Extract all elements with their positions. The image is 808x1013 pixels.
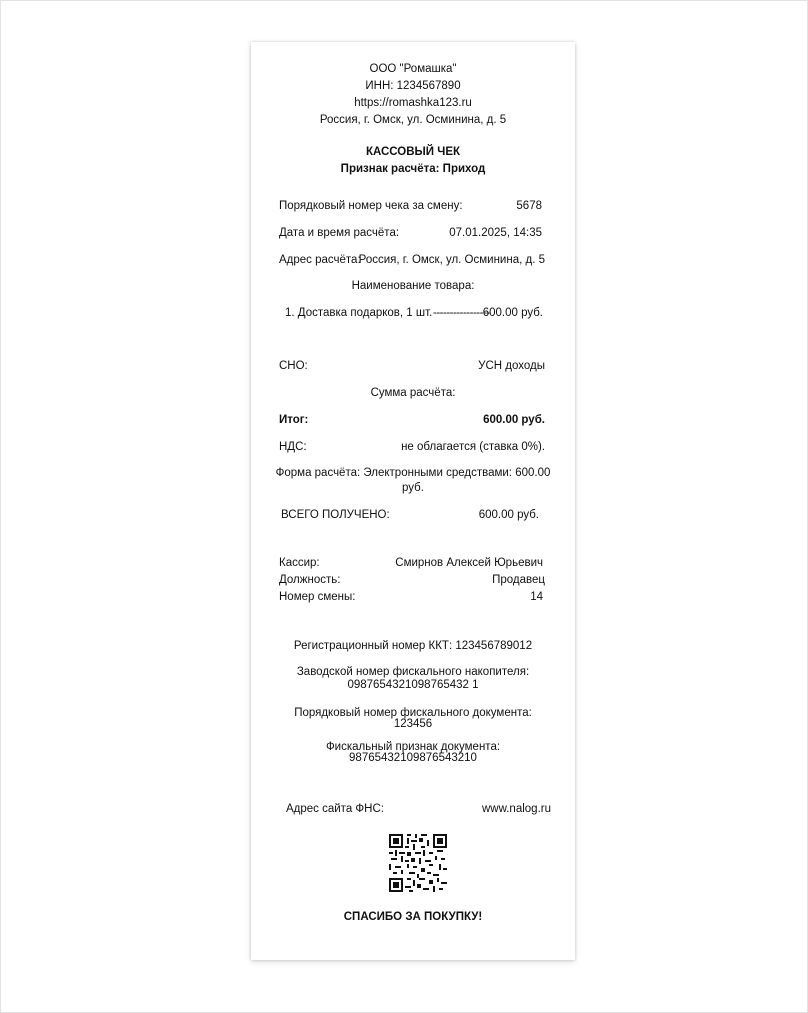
payment-sign: Признак расчёта: Приход xyxy=(340,163,486,175)
fns-label: Адрес сайта ФНС: xyxy=(286,803,384,815)
total-value: 600.00 руб. xyxy=(483,414,545,426)
qr-code-icon xyxy=(389,834,447,892)
item-name: 1. Доставка подарков, 1 шт. xyxy=(285,307,433,319)
tax-value: УСН доходы xyxy=(478,360,545,372)
company-address: Россия, г. Омск, ул. Осминина, д. 5 xyxy=(319,114,507,126)
item-dashes: ----------------- xyxy=(433,307,490,319)
item-price: 600.00 руб. xyxy=(482,307,543,319)
kkt-number: Регистрационный номер ККТ: 123456789012 xyxy=(293,640,533,652)
fp-value: 98765432109876543210 xyxy=(349,752,477,764)
website: https://romashka123.ru xyxy=(354,97,472,109)
items-heading: Наименование товара: xyxy=(351,280,475,292)
address-label: Адрес расчёта: xyxy=(279,254,361,266)
shift-label: Номер смены: xyxy=(279,591,356,603)
received-value: 600.00 руб. xyxy=(478,509,539,521)
datetime-value: 07.01.2025, 14:35 xyxy=(449,227,542,239)
vat-label: НДС: xyxy=(279,441,307,453)
payment-form-line1: Форма расчёта: Электронными средствами: 600.00 xyxy=(275,467,551,479)
fp-label: Фискальный признак документа: xyxy=(325,741,501,753)
position-value: Продавец xyxy=(492,574,545,586)
receipt-title: КАССОВЫЙ ЧЕК xyxy=(365,146,461,158)
fns-value: www.nalog.ru xyxy=(481,803,551,815)
sum-heading: Сумма расчёта: xyxy=(370,387,456,399)
payment-form-line2: руб. xyxy=(402,482,424,494)
thanks-message: СПАСИБО ЗА ПОКУПКУ! xyxy=(343,911,483,923)
total-label: Итог: xyxy=(279,414,309,426)
datetime-label: Дата и время расчёта: xyxy=(279,227,400,239)
fd-value: 123456 xyxy=(393,718,433,730)
inn: ИНН: 1234567890 xyxy=(365,80,461,92)
cashier-label: Кассир: xyxy=(279,557,320,569)
receipt xyxy=(251,42,575,960)
received-label: ВСЕГО ПОЛУЧЕНО: xyxy=(281,509,390,521)
shift-value: 14 xyxy=(530,591,543,603)
company-name: ООО "Ромашка" xyxy=(369,63,457,75)
receipt-number-label: Порядковый номер чека за смену: xyxy=(279,200,463,212)
fn-value: 0987654321098765432 1 xyxy=(347,679,479,691)
position-label: Должность: xyxy=(279,574,341,586)
receipt-number-value: 5678 xyxy=(516,200,542,212)
fn-label: Заводской номер фискального накопителя: xyxy=(296,666,530,678)
address-value: Россия, г. Омск, ул. Осминина, д. 5 xyxy=(358,254,545,266)
cashier-value: Смирнов Алексей Юрьевич xyxy=(395,557,543,569)
vat-value: не облагается (ставка 0%). xyxy=(401,441,545,453)
tax-label: СНО: xyxy=(279,360,308,372)
fd-label: Порядковый номер фискального документа: xyxy=(294,707,532,719)
